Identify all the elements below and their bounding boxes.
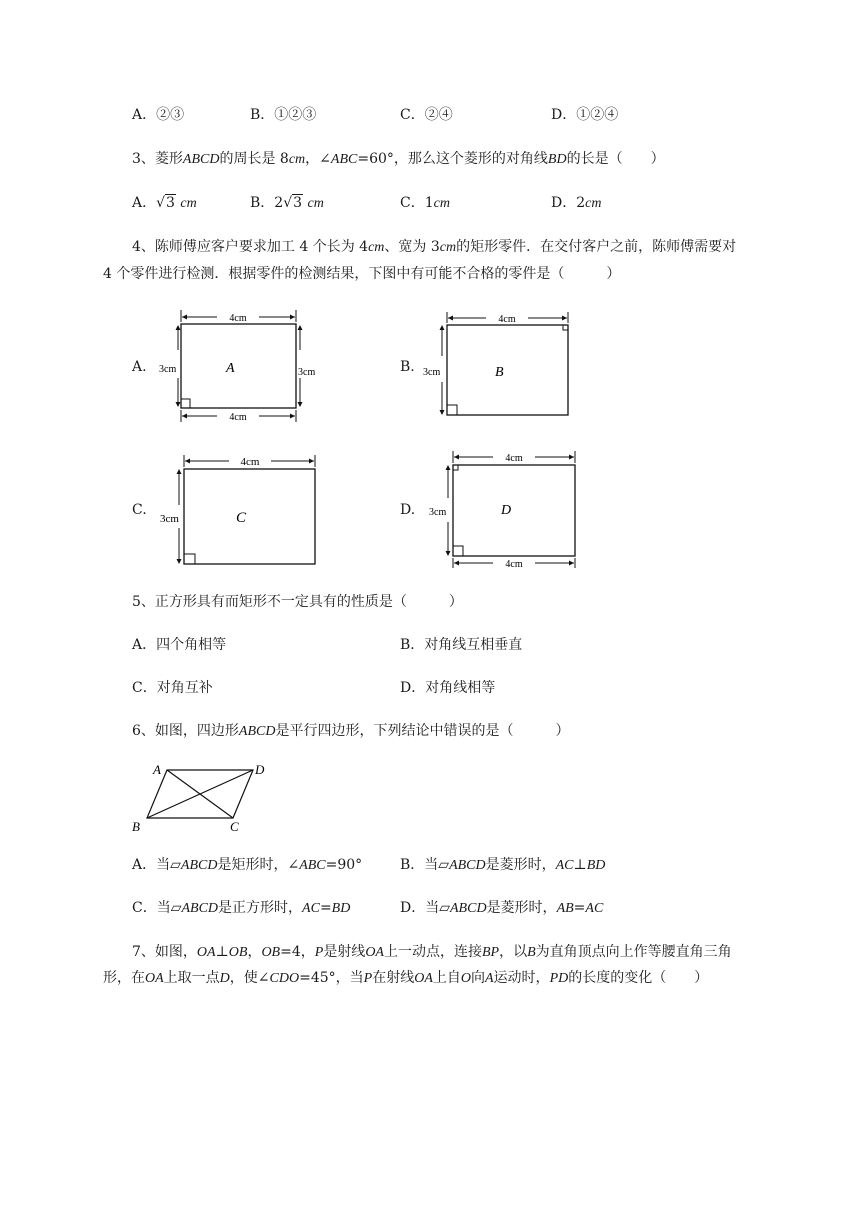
figure-letter: D <box>501 503 512 518</box>
q3-option-c: C．1cm <box>400 195 450 211</box>
q4-figure-d-label: D. <box>400 502 416 518</box>
q4-figure-a <box>155 308 330 432</box>
q4-figure-d <box>425 447 585 576</box>
dimension-label: 3cm <box>159 364 177 375</box>
q3-stem: 3、菱形ABCD的周长是 8cm，∠ABC=60°，那么这个菱形的对角线BD的长是（ ） <box>132 151 665 167</box>
figure-letter: C <box>236 510 247 526</box>
dimension-label: 4cm <box>498 314 516 325</box>
q6-option-d: D．当▱ABCD是菱形时，AB=AC <box>400 900 604 916</box>
q4-figure-a-label: A. <box>132 359 147 375</box>
q2-option-a: A．②③ <box>132 107 185 123</box>
q4-stem-line1: 4、陈师傅应客户要求加工 4 个长为 4cm、宽为 3cm的矩形零件．在交付客户之前，陈师傅需要对 <box>132 239 737 255</box>
q6-option-a: A．当▱ABCD是矩形时，∠ABC=90° <box>132 857 363 873</box>
q5-stem: 5、正方形具有而矩形不一定具有的性质是（ ） <box>132 594 463 610</box>
q3-option-b: B．2√3 cm <box>250 195 324 211</box>
q4-stem-line2: 4 个零件进行检测．根据零件的检测结果，下图中有可能不合格的零件是（ ） <box>103 266 621 282</box>
q4-figure-c-label: C. <box>132 502 147 518</box>
dimension-label: 4cm <box>505 559 523 570</box>
q5-option-d: D．对角线相等 <box>400 680 496 696</box>
vertex-label-b: B <box>132 819 140 834</box>
q7-stem-line2: 形，在OA上取一点D，使∠CDO=45°，当P在射线OA上自O向A运动时，PD的长度的变化（ ） <box>103 970 709 986</box>
q5-option-c: C．对角互补 <box>132 680 213 696</box>
q6-stem: 6、如图，四边形ABCD是平行四边形，下列结论中错误的是（ ） <box>132 723 570 739</box>
vertex-label-c: C <box>230 819 239 834</box>
q6-parallelogram-figure <box>128 760 273 839</box>
q5-option-a: A．四个角相等 <box>132 637 227 653</box>
q3-option-a: A．√3 cm <box>132 195 197 211</box>
sqrt-sign: √3 <box>283 195 303 211</box>
dimension-label: 3cm <box>429 507 447 518</box>
dimension-label: 4cm <box>240 456 260 468</box>
q6-option-b: B．当▱ABCD是菱形时，AC⊥BD <box>400 857 606 873</box>
q2-option-b: B．①②③ <box>250 107 317 123</box>
dimension-label: 4cm <box>229 412 247 423</box>
vertex-label-d: D <box>255 762 265 777</box>
sqrt-sign: √3 <box>156 195 175 211</box>
figure-letter: B <box>495 365 504 380</box>
q6-option-c: C．当▱ABCD是正方形时，AC=BD <box>132 900 351 916</box>
q7-stem-line1: 7、如图，OA⊥OB，OB=4，P是射线OA上一动点，连接BP，以B为直角顶点向上作等腰直角三角 <box>132 944 732 960</box>
q3-option-d: D．2cm <box>551 195 602 211</box>
dimension-label: 4cm <box>229 313 247 324</box>
q5-option-b: B．对角线互相垂直 <box>400 637 523 653</box>
dimension-label: 3cm <box>160 513 179 525</box>
q2-option-d: D．①②④ <box>551 107 619 123</box>
dimension-label: 3cm <box>298 367 316 378</box>
dimension-label: 3cm <box>423 367 441 378</box>
vertex-label-a: A <box>153 762 161 777</box>
q4-figure-b <box>420 308 580 432</box>
q4-figure-c <box>155 448 325 577</box>
q4-figure-b-label: B. <box>400 359 415 375</box>
q2-option-c: C．②④ <box>400 107 453 123</box>
dimension-label: 4cm <box>505 453 523 464</box>
figure-letter: A <box>226 361 235 376</box>
